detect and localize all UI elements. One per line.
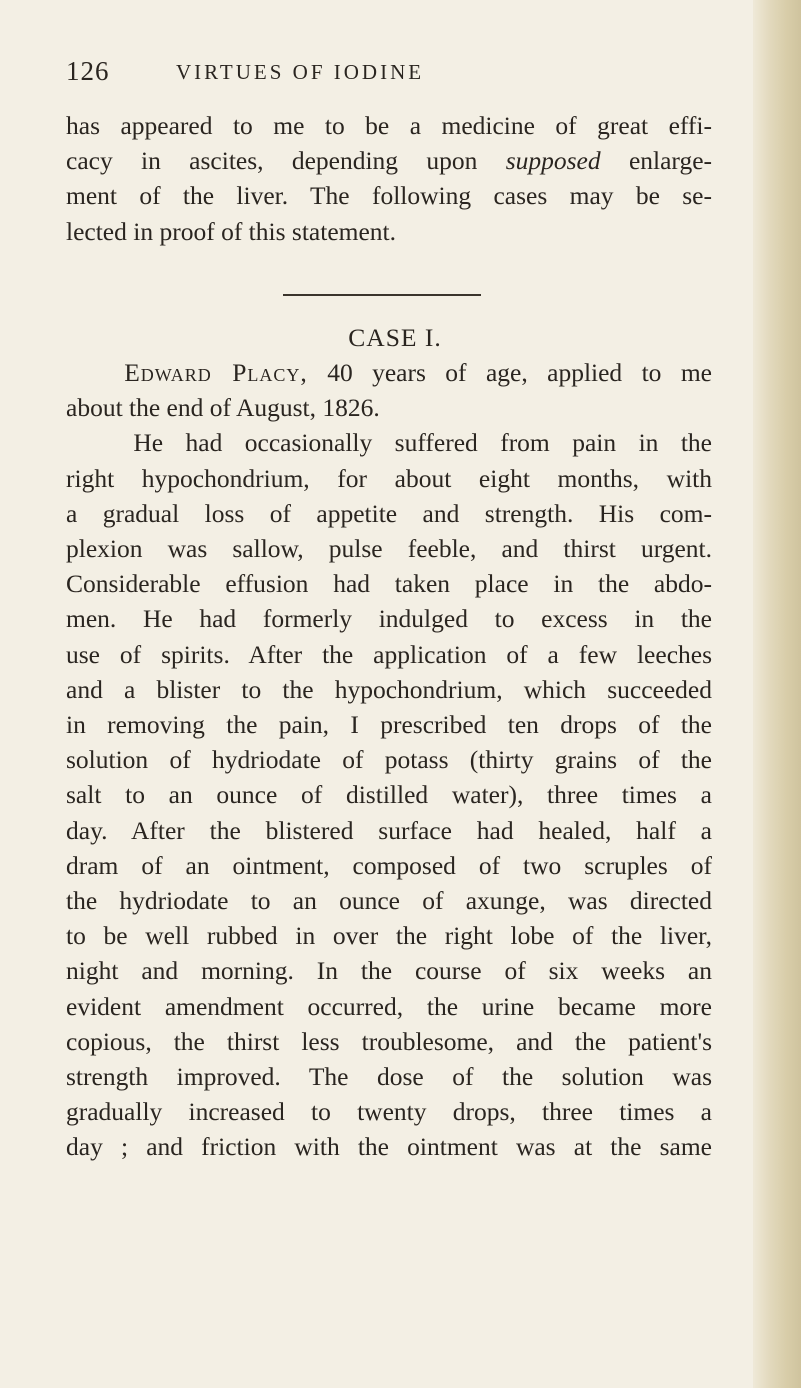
text-line: dram of an ointment, composed of two scruples of bbox=[66, 850, 712, 880]
text-line: has appeared to me to be a medicine of great effi- bbox=[66, 111, 712, 140]
page-edge-shadow bbox=[753, 0, 801, 1388]
text-segment: enlarge- bbox=[600, 146, 713, 176]
text-line: men. He had formerly indulged to excess in the bbox=[66, 604, 712, 634]
text-line: lected in proof of this statement. bbox=[66, 216, 396, 246]
text-line: use of spirits. After the application of a few leeches bbox=[66, 639, 712, 669]
patient-name: Edward Placy, bbox=[124, 358, 308, 387]
text-line: salt to an ounce of distilled water), three times a bbox=[66, 780, 712, 810]
text-segment: 40 years of age, applied to me bbox=[307, 358, 712, 387]
text-line: day. After the blistered surface had healed, half a bbox=[66, 815, 712, 845]
text-line: gradually increased to twenty drops, three times a bbox=[66, 1097, 712, 1127]
text-line: solution of hydriodate of potass (thirty grains of the bbox=[66, 745, 712, 775]
text-line: Considerable effusion had taken place in the abdo- bbox=[66, 569, 712, 599]
text-line bbox=[66, 143, 712, 178]
text-line: a gradual loss of appetite and strength. His com- bbox=[66, 498, 712, 528]
text-line: to be well rubbed in over the right lobe of the liver, bbox=[66, 921, 712, 951]
text-line: ment of the liver. The following cases may be se- bbox=[66, 181, 712, 211]
running-title: VIRTUES OF IODINE bbox=[176, 60, 425, 84]
case-heading: CASE I. bbox=[348, 323, 442, 352]
text-line: strength improved. The dose of the solution was bbox=[66, 1062, 712, 1092]
emphasized-word: supposed bbox=[505, 146, 601, 176]
page-number: 126 bbox=[66, 56, 110, 86]
text-line: right hypochondrium, for about eight months, with bbox=[66, 463, 712, 493]
text-line: in removing the pain, I prescribed ten drops of the bbox=[66, 710, 712, 740]
case-body bbox=[66, 355, 712, 1165]
running-head bbox=[66, 56, 706, 96]
text-line: the hydriodate to an ounce of axunge, was directed bbox=[66, 886, 712, 916]
intro-paragraph bbox=[66, 108, 712, 249]
text-line: day ; and friction with the ointment was at the same bbox=[66, 1132, 712, 1162]
text-line: plexion was sallow, pulse feeble, and thirst urgent. bbox=[66, 534, 712, 564]
text-line bbox=[66, 355, 712, 390]
text-segment: cacy in ascites, depending upon bbox=[66, 146, 506, 176]
section-divider-rule bbox=[283, 294, 481, 296]
text-line: evident amendment occurred, the urine became more bbox=[66, 991, 712, 1021]
text-line: and a blister to the hypochondrium, which succeeded bbox=[66, 674, 712, 704]
text-segment: He had occasionally suffered from pain in the bbox=[133, 428, 712, 458]
text-line: night and morning. In the course of six weeks an bbox=[66, 956, 712, 986]
text-line: copious, the thirst less troublesome, and the patient's bbox=[66, 1026, 712, 1056]
text-line: about the end of August, 1826. bbox=[66, 393, 380, 423]
text-line bbox=[66, 425, 712, 460]
